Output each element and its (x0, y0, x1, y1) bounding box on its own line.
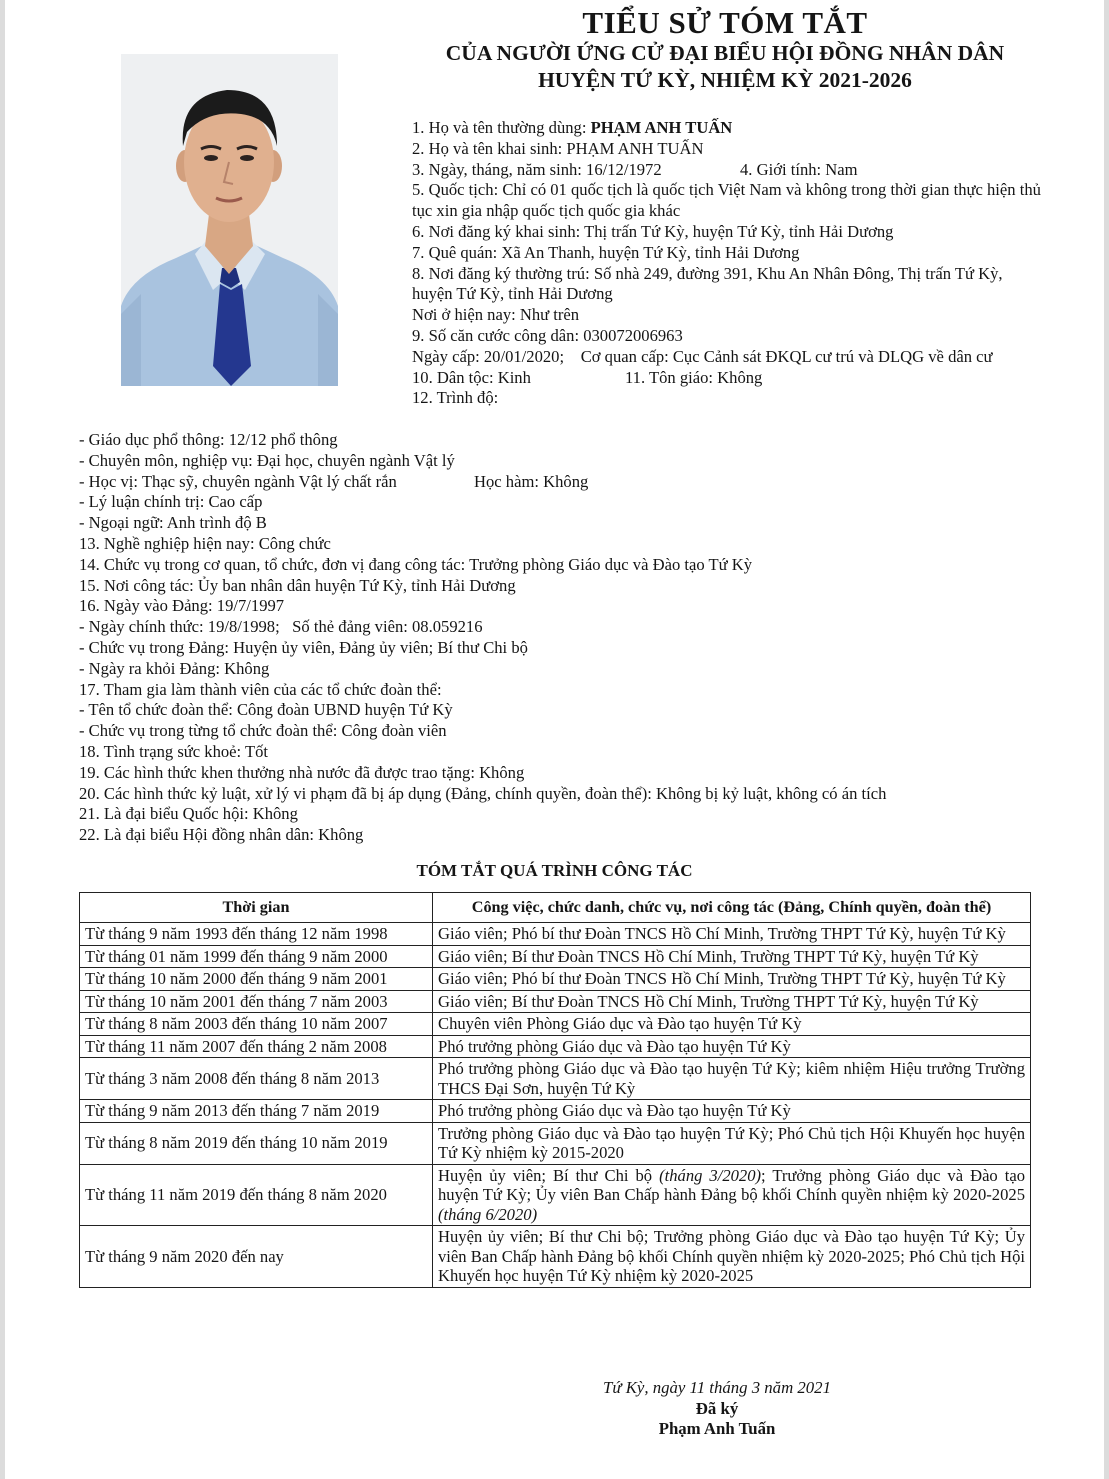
column-header-work: Công việc, chức danh, chức vụ, nơi công tác (Đảng, Chính quyền, đoàn thể) (433, 893, 1031, 923)
table-row (80, 945, 1031, 968)
table-row (80, 923, 1031, 946)
cell-time: Từ tháng 9 năm 2020 đến nay (80, 1226, 433, 1288)
signature-status: Đã ký (695, 1399, 739, 1418)
career-table (79, 892, 1031, 1288)
field-birthdate-gender (412, 160, 1042, 181)
cell-work: Phó trưởng phòng Giáo dục và Đào tạo huyện Tứ Kỳ (433, 1035, 1031, 1058)
column-header-time: Thời gian (80, 893, 433, 923)
cell-time: Từ tháng 01 năm 1999 đến tháng 9 năm 2000 (80, 945, 433, 968)
cell-work: Giáo viên; Bí thư Đoàn TNCS Hồ Chí Minh, Trường THPT Tứ Kỳ, huyện Tứ Kỳ (433, 990, 1031, 1013)
field-awards: 19. Các hình thức khen thưởng nhà nước đã được trao tặng: Không (79, 762, 525, 782)
document-header (330, 6, 1109, 94)
table-row (80, 1226, 1031, 1288)
field-citizen-id: 9. Số căn cước công dân: 030072006963 (412, 325, 683, 345)
work-text-part1: Huyện ủy viên; Bí thư Chi bộ (438, 1165, 660, 1185)
field-party-leave-date: - Ngày ra khỏi Đảng: Không (79, 658, 270, 678)
field-party-join-date: 16. Ngày vào Đảng: 19/7/1997 (79, 596, 285, 616)
page-edge-right (1104, 0, 1109, 1479)
field-common-name-label: 1. Họ và tên thường dùng: (412, 118, 591, 137)
field-current-residence: Nơi ở hiện nay: Như trên (412, 305, 580, 325)
signer-name: Phạm Anh Tuấn (658, 1419, 776, 1438)
cell-time: Từ tháng 11 năm 2007 đến tháng 2 năm 2008 (80, 1035, 433, 1058)
cell-work: Phó trưởng phòng Giáo dục và Đào tạo huyện Tứ Kỳ; kiêm nhiệm Hiệu trưởng Trường THCS Đại Sơn, huyện Tứ Kỳ (433, 1058, 1031, 1100)
table-row (80, 990, 1031, 1013)
cell-time: Từ tháng 9 năm 2013 đến tháng 7 năm 2019 (80, 1100, 433, 1123)
field-hometown: 7. Quê quán: Xã An Thanh, huyện Tứ Kỳ, tỉnh Hải Dương (412, 242, 800, 262)
field-birth-registration: 6. Nơi đăng ký khai sinh: Thị trấn Tứ Kỳ, huyện Tứ Kỳ, tỉnh Hải Dương (412, 221, 894, 241)
cell-time: Từ tháng 10 năm 2000 đến tháng 9 năm 2001 (80, 968, 433, 991)
field-position: 14. Chức vụ trong cơ quan, tổ chức, đơn vị đang công tác: Trưởng phòng Giáo dục và Đào tạo Tứ Kỳ (79, 554, 753, 574)
field-workplace: 15. Nơi công tác: Ủy ban nhân dân huyện Tứ Kỳ, tỉnh Hải Dương (79, 575, 516, 595)
cell-work: Phó trưởng phòng Giáo dục và Đào tạo huyện Tứ Kỳ (433, 1100, 1031, 1123)
cell-work: Huyện ủy viên; Bí thư Chi bộ; Trưởng phòng Giáo dục và Đào tạo huyện Tứ Kỳ; Ủy viên Ban Chấp hành Đảng bộ khối Chính quyền nhiệm kỳ 2020-2025; Phó Chủ tịch Hội Khuyến học huyện Tứ Kỳ nhiệm kỳ 2020-2025 (433, 1226, 1031, 1288)
field-gender: 4. Giới tính: Nam (740, 159, 858, 179)
table-row (80, 1035, 1031, 1058)
work-text-part2: ; Trưởng phòng Giáo dục và Đào tạo huyện Tứ Kỳ; Ủy viên Ban Chấp hành Đảng bộ khối Chính quyền nhiệm kỳ 2020-2025 (438, 1165, 1025, 1204)
field-party-position: - Chức vụ trong Đảng: Huyện ủy viên, Đảng ủy viên; Bí thư Chi bộ (79, 637, 528, 657)
field-party-official (79, 617, 1059, 638)
table-row (80, 1122, 1031, 1164)
field-academic-title: Học hàm: Không (474, 471, 589, 491)
field-academic-degree: - Học vị: Thạc sỹ, chuyên ngành Vật lý chất rắn (79, 471, 397, 491)
field-organization-name: - Tên tổ chức đoàn thể: Công đoàn UBND huyện Tứ Kỳ (79, 700, 453, 720)
profile-fields-lower (79, 430, 1059, 846)
cell-time: Từ tháng 11 năm 2019 đến tháng 8 năm 2020 (80, 1164, 433, 1226)
cell-work: Giáo viên; Phó bí thư Đoàn TNCS Hồ Chí Minh, Trường THPT Tứ Kỳ, huyện Tứ Kỳ (433, 968, 1031, 991)
field-organization-role: - Chức vụ trong từng tổ chức đoàn thể: Công đoàn viên (79, 721, 447, 741)
portrait-image (121, 54, 338, 386)
document-subtitle-line2: HUYỆN TỨ KỲ, NHIỆM KỲ 2021-2026 (538, 68, 912, 92)
field-religion: 11. Tôn giáo: Không (625, 367, 763, 387)
cell-time: Từ tháng 9 năm 1993 đến tháng 12 năm 1998 (80, 923, 433, 946)
cell-work: Giáo viên; Bí thư Đoàn TNCS Hồ Chí Minh, Trường THPT Tứ Kỳ, huyện Tứ Kỳ (433, 945, 1031, 968)
field-ethnicity-religion (412, 368, 1042, 389)
field-ethnicity: 10. Dân tộc: Kinh (412, 367, 531, 387)
field-national-assembly: 21. Là đại biểu Quốc hội: Không (79, 804, 298, 824)
cell-time: Từ tháng 8 năm 2003 đến tháng 10 năm 2007 (80, 1013, 433, 1036)
table-row (80, 1100, 1031, 1123)
field-specialization: - Chuyên môn, nghiệp vụ: Đại học, chuyên ngành Vật lý (79, 450, 455, 470)
table-row (80, 1164, 1031, 1226)
career-table-header (80, 893, 1031, 923)
field-foreign-language: - Ngoại ngữ: Anh trình độ B (79, 513, 267, 533)
cell-time: Từ tháng 8 năm 2019 đến tháng 10 năm 2019 (80, 1122, 433, 1164)
cell-work: Giáo viên; Phó bí thư Đoàn TNCS Hồ Chí Minh, Trường THPT Tứ Kỳ, huyện Tứ Kỳ (433, 923, 1031, 946)
signature-date: Tứ Kỳ, ngày 11 tháng 3 năm 2021 (603, 1378, 831, 1397)
field-occupation: 13. Nghề nghiệp hiện nay: Công chức (79, 533, 331, 553)
field-id-issuer: Cơ quan cấp: Cục Cảnh sát ĐKQL cư trú và DLQG về dân cư (580, 346, 993, 366)
field-discipline: 20. Các hình thức kỷ luật, xử lý vi phạm đã bị áp dụng (Đảng, chính quyền, đoàn thể): Không bị kỷ luật, không có án tích (79, 783, 887, 803)
field-political-theory: - Lý luận chính trị: Cao cấp (79, 492, 263, 512)
table-row (80, 1058, 1031, 1100)
page-edge-left (0, 0, 5, 1479)
field-birth-name: 2. Họ và tên khai sinh: PHẠM ANH TUẤN (412, 138, 704, 158)
field-general-education: - Giáo dục phổ thông: 12/12 phổ thông (79, 430, 338, 449)
work-note-date1: (tháng 3/2020) (659, 1165, 762, 1185)
field-birthdate: 3. Ngày, tháng, năm sinh: 16/12/1972 (412, 159, 662, 179)
cell-work (433, 1164, 1031, 1226)
field-organizations-heading: 17. Tham gia làm thành viên của các tổ chức đoàn thể: (79, 679, 442, 699)
cell-time: Từ tháng 3 năm 2008 đến tháng 8 năm 2013 (80, 1058, 433, 1100)
table-row (80, 968, 1031, 991)
table-row (80, 1013, 1031, 1036)
document-title: TIỂU SỬ TÓM TẮT (582, 5, 868, 40)
cell-time: Từ tháng 10 năm 2001 đến tháng 7 năm 2003 (80, 990, 433, 1013)
profile-fields-upper (412, 118, 1042, 409)
work-note-date2: (tháng 6/2020) (438, 1204, 538, 1224)
field-id-issue-date: Ngày cấp: 20/01/2020; (412, 346, 565, 366)
field-qualification-heading: 12. Trình độ: (412, 388, 499, 408)
candidate-portrait-photo (121, 54, 338, 386)
career-section-title: TÓM TẮT QUÁ TRÌNH CÔNG TÁC (416, 861, 693, 880)
field-party-official-date: - Ngày chính thức: 19/8/1998; (79, 617, 280, 637)
field-nationality: 5. Quốc tịch: Chỉ có 01 quốc tịch là quốc tịch Việt Nam và không trong thời gian thực hiện thủ tục xin gia nhập quốc tịch quốc gia khác (412, 180, 1041, 221)
cell-work: Chuyên viên Phòng Giáo dục và Đào tạo huyện Tứ Kỳ (433, 1013, 1031, 1036)
field-party-card-number: Số thẻ đảng viên: 08.059216 (292, 617, 483, 637)
field-common-name (412, 118, 1042, 139)
field-health: 18. Tình trạng sức khoẻ: Tốt (79, 741, 269, 761)
field-permanent-residence: 8. Nơi đăng ký thường trú: Số nhà 249, đường 391, Khu An Nhân Đông, Thị trấn Tứ Kỳ, huyện Tứ Kỳ, tỉnh Hải Dương (412, 263, 1003, 304)
field-degree (79, 472, 1059, 493)
document-subtitle-line1: CỦA NGƯỜI ỨNG CỬ ĐẠI BIỂU HỘI ĐỒNG NHÂN DÂN (445, 41, 1005, 65)
field-id-issue (412, 347, 1042, 368)
field-people-council: 22. Là đại biểu Hội đồng nhân dân: Không (79, 825, 364, 845)
cell-work: Trưởng phòng Giáo dục và Đào tạo huyện Tứ Kỳ; Phó Chủ tịch Hội Khuyến học huyện Tứ Kỳ nhiệm kỳ 2015-2020 (433, 1122, 1031, 1164)
field-common-name-value: PHẠM ANH TUẤN (590, 118, 733, 137)
